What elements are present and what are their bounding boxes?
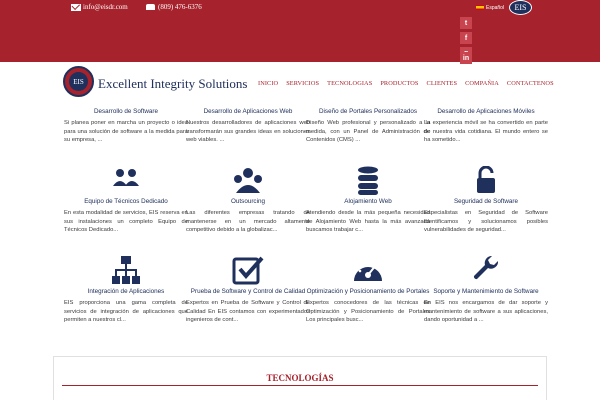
- service-desc: La experiencia móvil se ha convertido en parte de nuestra vida cotidiana. El mundo entero se ha sometido...: [424, 119, 548, 144]
- service-title[interactable]: Equipo de Técnicos Dedicado: [84, 198, 168, 205]
- nav-contactenos[interactable]: CONTACTENOS: [506, 80, 554, 87]
- top-bar: [0, 0, 600, 62]
- service-card[interactable]: [64, 166, 188, 235]
- service-desc: Expertos en Prueba de Software y Control de Calidad En EIS contamos con experimentados ingenieros de cont...: [186, 299, 310, 324]
- service-title[interactable]: Diseño de Portales Personalizados: [318, 108, 417, 115]
- service-desc: Las diferentes empresas tratando de mantenerse en un mercado altamente competitivo debido a la globalizac...: [186, 209, 310, 234]
- service-title[interactable]: Seguridad de Software: [453, 198, 519, 205]
- phone-text[interactable]: (809) 476-6376: [158, 3, 202, 11]
- phone-icon: [146, 4, 155, 10]
- main-nav: [258, 80, 562, 87]
- service-title[interactable]: Desarrollo de Aplicaciones Web: [203, 108, 293, 115]
- logo-text: EIS: [69, 72, 88, 91]
- twitter-icon[interactable]: t: [460, 17, 472, 29]
- service-title[interactable]: Desarrollo de Software: [93, 108, 159, 115]
- nav-clientes[interactable]: CLIENTES: [426, 80, 458, 87]
- service-title[interactable]: Soporte y Mantenimiento de Software: [433, 288, 539, 295]
- eis-badge: EIS: [509, 0, 532, 15]
- phone-contact[interactable]: [146, 3, 202, 11]
- service-desc: Si planea poner en marcha un proyecto o idea para una solución de software a la medida para su empresa, ...: [64, 119, 188, 144]
- sitemap-icon: [64, 255, 188, 289]
- wrench-icon: [424, 255, 548, 289]
- section-title: TECNOLOGÍAS: [266, 373, 334, 383]
- dashboard-icon: [306, 255, 430, 289]
- technologies-section: [53, 356, 547, 400]
- service-card[interactable]: [306, 108, 430, 145]
- service-desc: Especialistas en Seguridad de Software Identificamos y solucionamos posibles vulnerabilidades de seguridad...: [424, 209, 548, 234]
- site-header: [0, 54, 600, 104]
- nav-compania[interactable]: COMPAÑIA: [465, 80, 499, 87]
- service-desc: Nuestros desarrolladores de aplicaciones web transformarán sus grandes ideas en soluciones web viables. ...: [186, 119, 310, 144]
- service-title[interactable]: Optimización y Posicionamiento de Portales: [306, 288, 430, 295]
- nav-tecnologias[interactable]: TECNOLOGIAS: [327, 80, 373, 87]
- service-card[interactable]: [186, 166, 310, 235]
- service-desc: EIS proporciona una gama completa de servicios de integración de aplicaciones que permiten a nuestros cl...: [64, 299, 188, 324]
- service-title[interactable]: Outsourcing: [231, 198, 265, 205]
- language-selector[interactable]: [476, 1, 506, 14]
- service-desc: Diseño Web profesional y personalizado a la medida, con un Panel de Administración de Contenidos (CMS) ...: [306, 119, 430, 144]
- email-text[interactable]: info@eisdr.com: [83, 3, 128, 11]
- facebook-icon[interactable]: f: [460, 32, 472, 44]
- site-logo[interactable]: [63, 66, 94, 97]
- service-card[interactable]: [186, 108, 310, 145]
- service-card[interactable]: [64, 108, 188, 145]
- nav-productos[interactable]: PRODUCTOS: [380, 80, 419, 87]
- service-card[interactable]: [306, 255, 430, 325]
- service-card[interactable]: [424, 166, 548, 235]
- linkedin-icon[interactable]: in: [460, 52, 472, 64]
- service-card[interactable]: [424, 108, 548, 145]
- checkbox-icon: [186, 255, 310, 289]
- team-icon: [64, 166, 188, 200]
- spain-flag-icon: [476, 5, 484, 10]
- service-title[interactable]: Prueba de Software y Control de Calidad: [190, 288, 306, 295]
- outsourcing-icon: [186, 166, 310, 200]
- database-icon: [306, 166, 430, 200]
- service-card[interactable]: [186, 255, 310, 325]
- service-title[interactable]: Integración de Aplicaciones: [87, 288, 165, 295]
- service-title[interactable]: Desarrollo de Aplicaciones Móviles: [437, 108, 535, 115]
- service-card[interactable]: [424, 255, 548, 325]
- service-desc: En esta modalidad de servicios, EIS reserva en sus instalaciones un completo Equipo de Técnicos Dedicado...: [64, 209, 188, 234]
- service-desc: En EIS nos encargamos de dar soporte y mantenimiento de software a sus aplicaciones, dando oportunidad a ...: [424, 299, 548, 324]
- nav-inicio[interactable]: INICIO: [258, 80, 279, 87]
- nav-servicios[interactable]: SERVICIOS: [286, 80, 320, 87]
- email-contact[interactable]: [71, 3, 128, 11]
- service-desc: Atendiendo desde la más pequeña necesidad de Alojamiento Web hasta la más avanzada buscamos trabajar c...: [306, 209, 430, 234]
- service-desc: Expertos conocedores de las técnicas de Optimización y Posicionamiento de Portales Los principales busc...: [306, 299, 430, 324]
- service-title[interactable]: Alojamiento Web: [344, 198, 392, 205]
- service-card[interactable]: [306, 166, 430, 235]
- unlock-icon: [424, 166, 548, 200]
- service-card[interactable]: [64, 255, 188, 325]
- brand-name[interactable]: Excellent Integrity Solutions: [98, 76, 248, 91]
- mail-icon: [71, 4, 81, 11]
- language-label: Español: [486, 4, 505, 11]
- section-divider: [62, 385, 538, 386]
